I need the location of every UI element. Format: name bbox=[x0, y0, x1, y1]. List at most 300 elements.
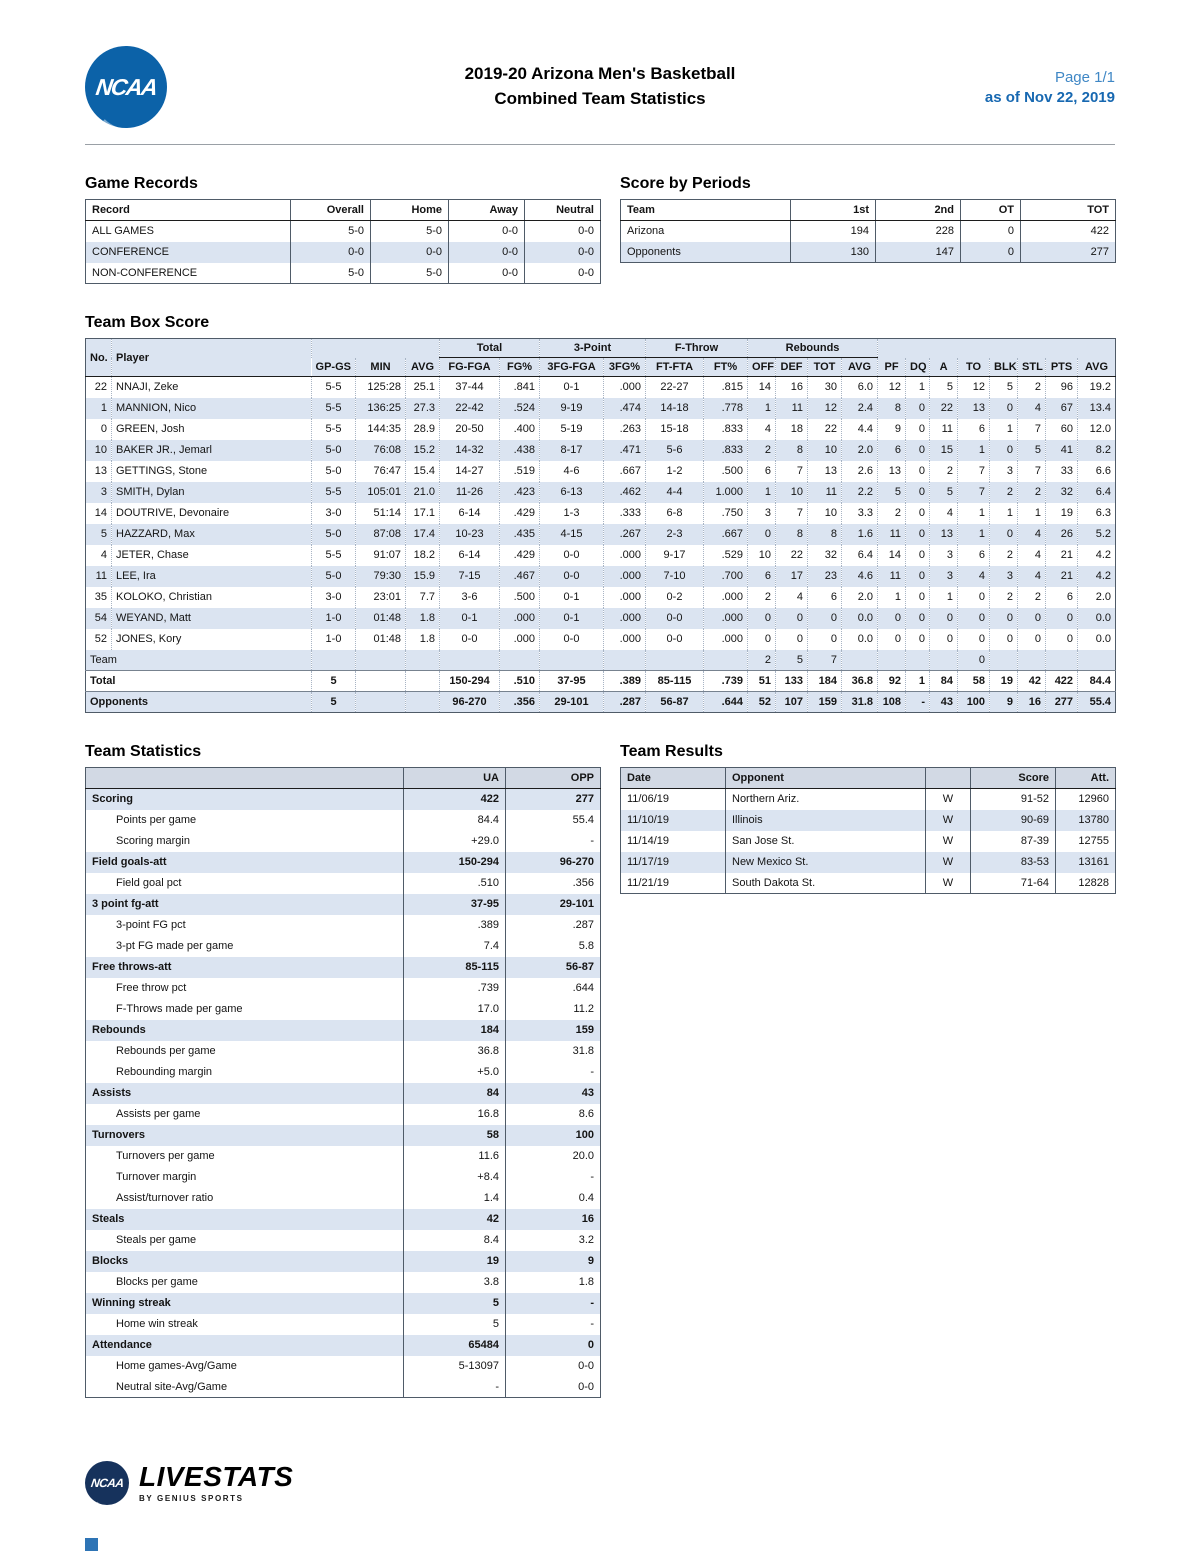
cell: 1-0 bbox=[312, 608, 356, 629]
team-statistic-row bbox=[86, 957, 601, 978]
cell: 7 bbox=[1018, 419, 1046, 440]
cell: - bbox=[506, 1167, 601, 1188]
cell: 10 bbox=[808, 440, 842, 461]
cell: 133 bbox=[776, 671, 808, 692]
cell: 19 bbox=[990, 671, 1018, 692]
cell: 2 bbox=[878, 503, 906, 524]
game-record-row bbox=[86, 221, 601, 242]
cell: 0-0 bbox=[449, 221, 525, 242]
cell: 6.4 bbox=[1078, 482, 1116, 503]
cell: .667 bbox=[604, 461, 646, 482]
cell: 36.8 bbox=[404, 1041, 506, 1062]
team-statistic-row bbox=[86, 1104, 601, 1125]
team-statistic-row bbox=[86, 978, 601, 999]
cell: 125:28 bbox=[356, 377, 406, 398]
cell: .510 bbox=[404, 873, 506, 894]
cell: +8.4 bbox=[404, 1167, 506, 1188]
cell: 14 bbox=[748, 377, 776, 398]
cell: 91-52 bbox=[971, 789, 1056, 810]
cell: 1 bbox=[958, 503, 990, 524]
cell: 0-0 bbox=[540, 545, 604, 566]
cell: 0.4 bbox=[506, 1188, 601, 1209]
cell: 159 bbox=[808, 692, 842, 713]
team-results-header-row bbox=[621, 768, 1116, 789]
cell: - bbox=[404, 1377, 506, 1398]
team-statistic-row bbox=[86, 852, 601, 873]
cell: 9-17 bbox=[646, 545, 704, 566]
col-header-fgpct: FG% bbox=[500, 358, 540, 377]
group-header-rebounds: Rebounds bbox=[748, 339, 878, 358]
cell: 85-115 bbox=[646, 671, 704, 692]
col-header-pf: PF bbox=[878, 358, 906, 377]
score-by-periods-section bbox=[620, 145, 1115, 263]
cell: 6.0 bbox=[842, 377, 878, 398]
report-title-block bbox=[255, 62, 945, 111]
cell: 4 bbox=[748, 419, 776, 440]
cell: 0 bbox=[958, 587, 990, 608]
game-records-section bbox=[85, 145, 600, 284]
cell: 4-6 bbox=[540, 461, 604, 482]
cell: .510 bbox=[500, 671, 540, 692]
cell: 13780 bbox=[1056, 810, 1116, 831]
cell: Field goals-att bbox=[92, 856, 167, 868]
cell: 5 bbox=[404, 1293, 506, 1314]
cell: 6-13 bbox=[540, 482, 604, 503]
cell: 2 bbox=[990, 482, 1018, 503]
cell: 12.0 bbox=[1078, 419, 1116, 440]
cell: 5 bbox=[878, 482, 906, 503]
cell: 11.2 bbox=[506, 999, 601, 1020]
cell: 0-0 bbox=[646, 608, 704, 629]
box-score-player-row bbox=[86, 545, 1116, 566]
team-statistic-row bbox=[86, 1356, 601, 1377]
team-box-score-section bbox=[85, 314, 1115, 713]
cell: 32 bbox=[808, 545, 842, 566]
ncaa-footer-logo-text: NCAA bbox=[89, 1476, 125, 1490]
cell bbox=[440, 650, 500, 671]
cell: 1-3 bbox=[540, 503, 604, 524]
col-header-a: A bbox=[930, 358, 958, 377]
cell: CONFERENCE bbox=[92, 246, 170, 258]
cell: 2.2 bbox=[842, 482, 878, 503]
cell: 8 bbox=[776, 524, 808, 545]
report-header bbox=[85, 0, 1115, 128]
cell: 5-0 bbox=[371, 263, 449, 284]
cell: 16 bbox=[1018, 692, 1046, 713]
cell: Home games-Avg/Game bbox=[116, 1360, 237, 1372]
cell: 5-0 bbox=[291, 263, 371, 284]
cell: 1 bbox=[748, 398, 776, 419]
cell: 21 bbox=[1046, 566, 1078, 587]
cell: .287 bbox=[604, 692, 646, 713]
cell: 4.2 bbox=[1078, 566, 1116, 587]
cell: 52 bbox=[94, 633, 107, 645]
team-statistic-row bbox=[86, 1209, 601, 1230]
cell: 3-point FG pct bbox=[116, 919, 186, 931]
col-header-totreb: TOT bbox=[808, 358, 842, 377]
cell: Steals per game bbox=[116, 1234, 197, 1246]
cell: 22 bbox=[94, 381, 107, 394]
cell: 5-5 bbox=[312, 482, 356, 503]
cell bbox=[604, 650, 646, 671]
cell: 65484 bbox=[404, 1335, 506, 1356]
cell: 7 bbox=[776, 461, 808, 482]
cell: 0 bbox=[906, 419, 930, 440]
cell: 17.0 bbox=[404, 999, 506, 1020]
cell: 0-0 bbox=[525, 242, 601, 263]
cell: 2 bbox=[748, 587, 776, 608]
cell: 4-15 bbox=[540, 524, 604, 545]
col-header-ftfta: FT-FTA bbox=[646, 358, 704, 377]
cell: 4 bbox=[930, 503, 958, 524]
cell: 29-101 bbox=[506, 894, 601, 915]
cell: 83-53 bbox=[971, 852, 1056, 873]
registered-mark: ® bbox=[158, 113, 164, 120]
cell: .700 bbox=[704, 566, 748, 587]
livestats-brand-block bbox=[139, 1463, 293, 1503]
cell: 2-3 bbox=[646, 524, 704, 545]
cell: 0.0 bbox=[1078, 608, 1116, 629]
cell: 15.4 bbox=[406, 461, 440, 482]
cell: Neutral site-Avg/Game bbox=[116, 1380, 228, 1393]
cell: 0-0 bbox=[506, 1356, 601, 1377]
cell: 12960 bbox=[1056, 789, 1116, 810]
cell: 5-5 bbox=[312, 545, 356, 566]
cell: 0-0 bbox=[291, 242, 371, 263]
cell: 5 bbox=[930, 377, 958, 398]
cell: 10 bbox=[94, 444, 107, 456]
cell: 0 bbox=[990, 440, 1018, 461]
box-score-player-row bbox=[86, 608, 1116, 629]
cell: 7 bbox=[776, 503, 808, 524]
cell: 13 bbox=[878, 461, 906, 482]
cell: 91:07 bbox=[356, 545, 406, 566]
cell: 36.8 bbox=[842, 671, 878, 692]
team-result-row bbox=[621, 810, 1116, 831]
cell: 5-0 bbox=[371, 221, 449, 242]
cell: 14 bbox=[94, 507, 107, 519]
genius-sports-tagline: BY GENIUS SPORTS bbox=[139, 1494, 244, 1503]
cell: 25.1 bbox=[406, 377, 440, 398]
cell: 92 bbox=[878, 671, 906, 692]
section-title-team-results: Team Results bbox=[620, 743, 723, 760]
cell: - bbox=[906, 692, 930, 713]
cell bbox=[312, 650, 356, 671]
cell: 1 bbox=[1018, 503, 1046, 524]
col-header-no: No. bbox=[86, 339, 112, 377]
cell: 01:48 bbox=[356, 629, 406, 650]
cell: 15.9 bbox=[406, 566, 440, 587]
cell: .519 bbox=[500, 461, 540, 482]
cell: .423 bbox=[500, 482, 540, 503]
team-statistic-row bbox=[86, 1041, 601, 1062]
col-header-2nd: 2nd bbox=[876, 200, 961, 221]
cell: 28.9 bbox=[406, 419, 440, 440]
cell: 1.4 bbox=[404, 1188, 506, 1209]
cell: 277 bbox=[1046, 692, 1078, 713]
cell: 5-19 bbox=[540, 419, 604, 440]
cell: 2 bbox=[1018, 482, 1046, 503]
cell: .000 bbox=[604, 545, 646, 566]
section-title-score-by-periods: Score by Periods bbox=[620, 175, 751, 192]
cell: SMITH, Dylan bbox=[112, 482, 312, 503]
col-header-stat bbox=[86, 768, 404, 789]
col-header-stl: STL bbox=[1018, 358, 1046, 377]
box-score-player-row bbox=[86, 524, 1116, 545]
cell: 11 bbox=[930, 419, 958, 440]
cell: 22 bbox=[930, 398, 958, 419]
cell: 0 bbox=[748, 629, 776, 650]
col-header-opp: OPP bbox=[506, 768, 601, 789]
cell: .750 bbox=[704, 503, 748, 524]
cell bbox=[356, 671, 406, 692]
cell: 0 bbox=[990, 524, 1018, 545]
cell: 60 bbox=[1046, 419, 1078, 440]
cell: 3 bbox=[930, 566, 958, 587]
col-header-3fgpct: 3FG% bbox=[604, 358, 646, 377]
cell: 6.3 bbox=[1078, 503, 1116, 524]
team-statistics-section bbox=[85, 713, 600, 1398]
cell: 15-18 bbox=[646, 419, 704, 440]
cell: 100 bbox=[958, 692, 990, 713]
cell: 5-0 bbox=[312, 440, 356, 461]
cell: 84 bbox=[404, 1083, 506, 1104]
cell: 27.3 bbox=[406, 398, 440, 419]
cell: Points per game bbox=[116, 814, 197, 826]
cell: 2.0 bbox=[1078, 587, 1116, 608]
cell: 30 bbox=[808, 377, 842, 398]
cell: 13 bbox=[94, 465, 107, 477]
team-statistic-row bbox=[86, 1335, 601, 1356]
score-period-row bbox=[621, 242, 1116, 263]
cell: .000 bbox=[604, 566, 646, 587]
cell: 51:14 bbox=[356, 503, 406, 524]
cell: Northern Ariz. bbox=[726, 789, 926, 810]
cell: 76:08 bbox=[356, 440, 406, 461]
col-header-ot: OT bbox=[961, 200, 1021, 221]
cell: 0 bbox=[906, 440, 930, 461]
col-header-tot: TOT bbox=[1021, 200, 1116, 221]
col-header-team: Team bbox=[621, 200, 791, 221]
cell: 14 bbox=[878, 545, 906, 566]
cell: 5 bbox=[990, 377, 1018, 398]
cell: 7 bbox=[1018, 461, 1046, 482]
cell: - bbox=[506, 1293, 601, 1314]
cell: 12 bbox=[878, 377, 906, 398]
cell: 3 bbox=[748, 503, 776, 524]
box-score-summary-row bbox=[86, 650, 1116, 671]
cell: 130 bbox=[791, 242, 876, 263]
cell: 0 bbox=[906, 482, 930, 503]
cell: 22-27 bbox=[646, 377, 704, 398]
cell: 0 bbox=[906, 398, 930, 419]
team-statistic-row bbox=[86, 831, 601, 852]
cell: .474 bbox=[604, 398, 646, 419]
cell: 1 bbox=[906, 377, 930, 398]
col-header-dq: DQ bbox=[906, 358, 930, 377]
cell: .644 bbox=[704, 692, 748, 713]
cell bbox=[990, 650, 1018, 671]
cell: Opponents bbox=[627, 245, 681, 258]
cell bbox=[878, 650, 906, 671]
cell: 150-294 bbox=[404, 852, 506, 873]
cell: 0 bbox=[906, 524, 930, 545]
cell: 13 bbox=[930, 524, 958, 545]
cell: F-Throws made per game bbox=[116, 1003, 243, 1015]
team-statistic-row bbox=[86, 1377, 601, 1398]
cell: 71-64 bbox=[971, 873, 1056, 894]
cell: 5-0 bbox=[312, 566, 356, 587]
cell: Assists per game bbox=[116, 1108, 201, 1120]
team-statistic-row bbox=[86, 1251, 601, 1272]
cell: Rebounding margin bbox=[116, 1066, 213, 1078]
team-statistic-row bbox=[86, 1146, 601, 1167]
cell: 6.6 bbox=[1078, 461, 1116, 482]
cell: Rebounds bbox=[92, 1024, 146, 1036]
cell: 0 bbox=[930, 629, 958, 650]
team-statistic-row bbox=[86, 873, 601, 894]
group-header-spacer bbox=[878, 339, 1116, 358]
section-title-game-records: Game Records bbox=[85, 175, 198, 192]
cell: 19 bbox=[1046, 503, 1078, 524]
cell: 2 bbox=[930, 461, 958, 482]
team-result-row bbox=[621, 831, 1116, 852]
cell: 10 bbox=[776, 482, 808, 503]
cell: .739 bbox=[704, 671, 748, 692]
cell bbox=[906, 650, 930, 671]
cell: Rebounds per game bbox=[116, 1045, 216, 1057]
cell: GREEN, Josh bbox=[112, 419, 312, 440]
cell: .000 bbox=[704, 587, 748, 608]
cell: 26 bbox=[1046, 524, 1078, 545]
cell: 37-95 bbox=[540, 671, 604, 692]
cell: .435 bbox=[500, 524, 540, 545]
cell: W bbox=[926, 852, 971, 873]
team-statistic-row bbox=[86, 1062, 601, 1083]
cell: .356 bbox=[500, 692, 540, 713]
cell: .356 bbox=[506, 873, 601, 894]
cell: .267 bbox=[604, 524, 646, 545]
cell: 0-0 bbox=[371, 242, 449, 263]
cell: 0 bbox=[1046, 608, 1078, 629]
cell: 228 bbox=[876, 221, 961, 242]
cell: 1-2 bbox=[646, 461, 704, 482]
cell: 29-101 bbox=[540, 692, 604, 713]
cell: 4 bbox=[100, 549, 107, 561]
cell: Steals bbox=[92, 1213, 125, 1225]
cell: 11 bbox=[776, 398, 808, 419]
cell: 6-14 bbox=[440, 545, 500, 566]
cell: Scoring bbox=[92, 793, 133, 806]
cell: 100 bbox=[506, 1125, 601, 1146]
cell: 11/10/19 bbox=[627, 814, 670, 826]
cell: 4.6 bbox=[842, 566, 878, 587]
cell: 3-6 bbox=[440, 587, 500, 608]
cell: 5 bbox=[930, 482, 958, 503]
cell: 9-19 bbox=[540, 398, 604, 419]
cell bbox=[646, 650, 704, 671]
team-results-table bbox=[620, 767, 1116, 894]
cell: .000 bbox=[604, 608, 646, 629]
cell: 13 bbox=[958, 398, 990, 419]
cell: 3-pt FG made per game bbox=[116, 940, 234, 952]
cell: 17.4 bbox=[406, 524, 440, 545]
cell: 0-1 bbox=[440, 608, 500, 629]
cell: Winning streak bbox=[92, 1297, 171, 1309]
cell: KOLOKO, Christian bbox=[112, 587, 312, 608]
cell: 3 bbox=[990, 566, 1018, 587]
cell: 5.2 bbox=[1078, 524, 1116, 545]
cell: 6-14 bbox=[440, 503, 500, 524]
ncaa-logo-text: NCAA bbox=[94, 73, 159, 100]
section-title-box-score: Team Box Score bbox=[85, 314, 210, 331]
cell: 277 bbox=[506, 789, 601, 810]
cell: 4 bbox=[1018, 524, 1046, 545]
cell: 19 bbox=[404, 1251, 506, 1272]
cell: 0 bbox=[990, 629, 1018, 650]
cell: 23:01 bbox=[356, 587, 406, 608]
group-header-3point: 3-Point bbox=[540, 339, 646, 358]
team-statistic-row bbox=[86, 999, 601, 1020]
col-header-1st: 1st bbox=[791, 200, 876, 221]
cell: .841 bbox=[500, 377, 540, 398]
cell: 67 bbox=[1046, 398, 1078, 419]
cell: 11 bbox=[878, 524, 906, 545]
cell: 5-6 bbox=[646, 440, 704, 461]
cell: 18.2 bbox=[406, 545, 440, 566]
cell: 1.6 bbox=[842, 524, 878, 545]
cell: 0 bbox=[906, 629, 930, 650]
cell: 0 bbox=[1046, 629, 1078, 650]
cell: .333 bbox=[604, 503, 646, 524]
cell: 2.0 bbox=[842, 440, 878, 461]
cell: 13.4 bbox=[1078, 398, 1116, 419]
team-statistic-row bbox=[86, 1188, 601, 1209]
col-header-min: MIN bbox=[356, 358, 406, 377]
team-result-row bbox=[621, 852, 1116, 873]
cell: 4.4 bbox=[842, 419, 878, 440]
cell: 7.7 bbox=[406, 587, 440, 608]
cell: - bbox=[506, 831, 601, 852]
cell: 11.6 bbox=[404, 1146, 506, 1167]
cell: 4.2 bbox=[1078, 545, 1116, 566]
cell: 5-5 bbox=[312, 377, 356, 398]
cell: NNAJI, Zeke bbox=[112, 377, 312, 398]
cell: 1 bbox=[100, 402, 107, 414]
cell: 4 bbox=[1018, 545, 1046, 566]
cell: 6 bbox=[748, 461, 776, 482]
cell: 2.0 bbox=[842, 587, 878, 608]
col-header-player: Player bbox=[112, 339, 312, 377]
cell: 0-0 bbox=[525, 263, 601, 284]
cell: ALL GAMES bbox=[92, 225, 154, 238]
cell: 0.0 bbox=[1078, 629, 1116, 650]
box-score-player-row bbox=[86, 419, 1116, 440]
cell: 2 bbox=[1018, 587, 1046, 608]
cell: 22-42 bbox=[440, 398, 500, 419]
cell: 6 bbox=[878, 440, 906, 461]
cell: 1 bbox=[958, 440, 990, 461]
cell: 35 bbox=[94, 591, 107, 603]
section-title-team-statistics: Team Statistics bbox=[85, 743, 202, 760]
cell: 2 bbox=[1018, 377, 1046, 398]
cell: 4 bbox=[958, 566, 990, 587]
cell: 194 bbox=[791, 221, 876, 242]
cell: 21.0 bbox=[406, 482, 440, 503]
cell: 0 bbox=[961, 242, 1021, 263]
group-header-spacer bbox=[312, 339, 440, 358]
team-results-section bbox=[620, 713, 1115, 894]
